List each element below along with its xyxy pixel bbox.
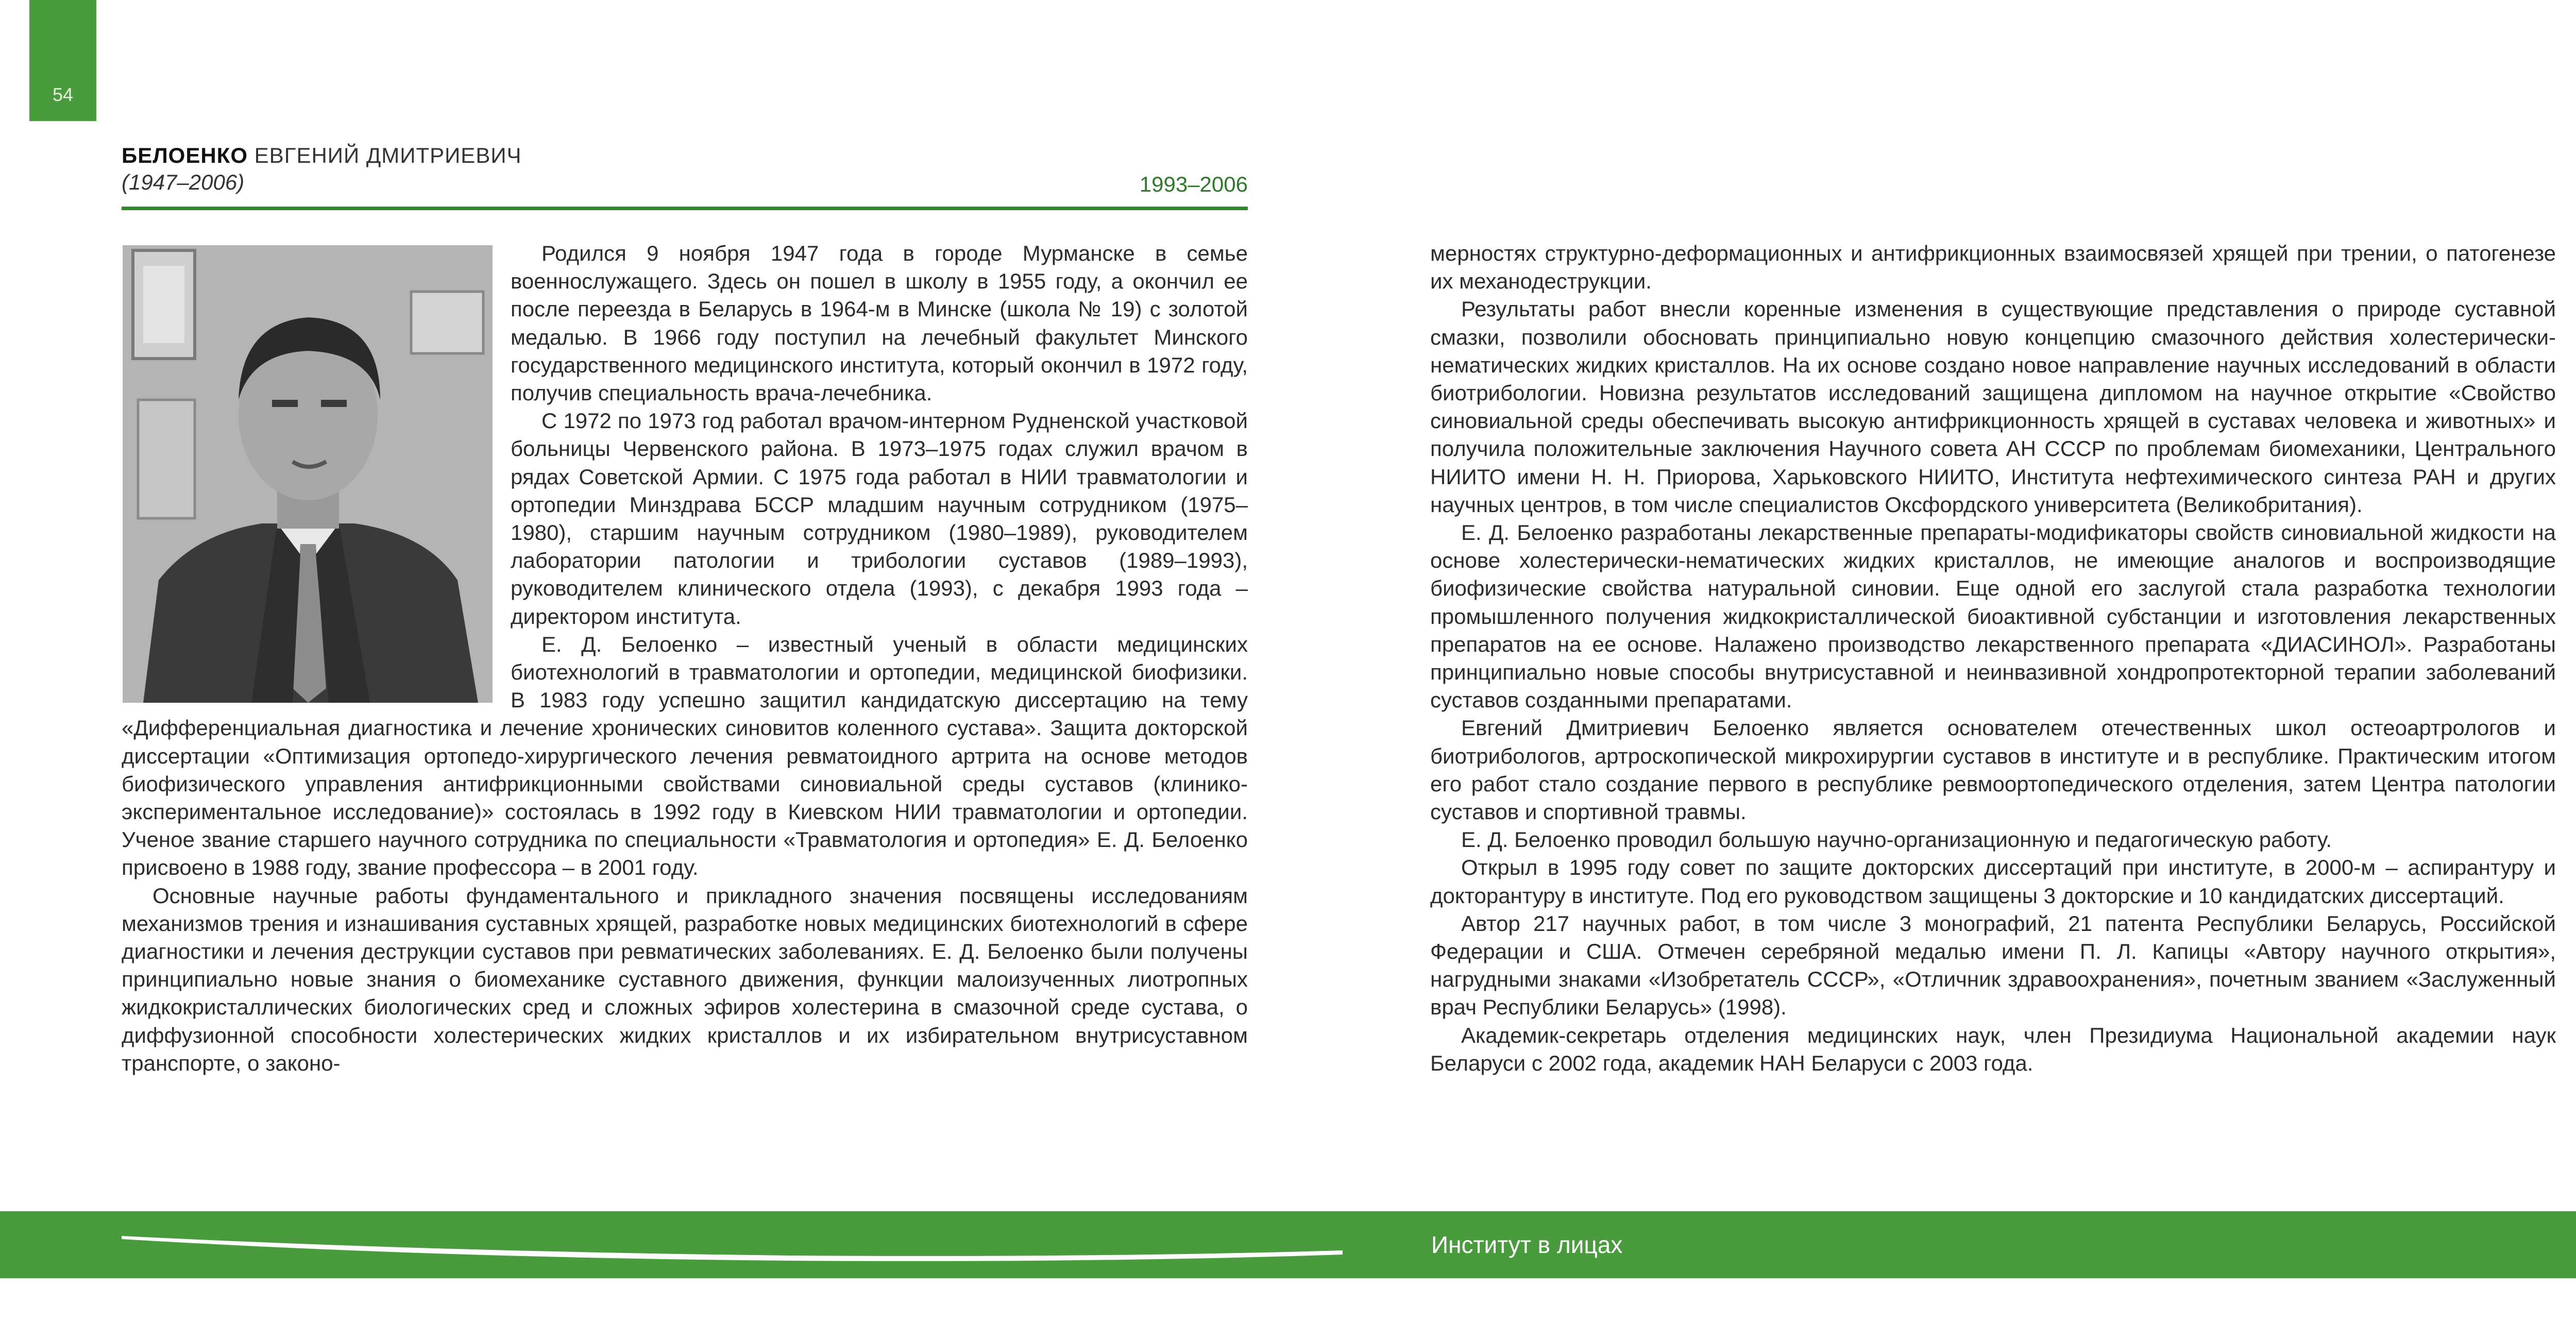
tenure-period: 1993–2006 bbox=[1139, 172, 1248, 196]
swoosh-decoration bbox=[122, 1221, 1343, 1262]
paragraph: Евгений Дмитриевич Белоенко является основателем отечественных школ остеоартрологов и биотрибологов, артроскопической микрохирургии суставов в институте и в республике. Практическим итогом его работ стало создание первого в республике ревмоортопедического отделения, затем Центра патологии суставов и спортивной травмы. bbox=[1430, 716, 2556, 824]
paragraph-continuation: мерностях структурно-деформационных и антифрикционных взаимосвязей хрящей при трении, о патогенезе их механодеструкции. bbox=[1430, 241, 2556, 294]
paragraph: Академик-секретарь отделения медицинских наук, член Президиума Национальной академии наук Беларуси с 2002 года, академик НАН Беларуси с 2003 года. bbox=[1430, 1023, 2556, 1075]
footer-title: Институт в лицах bbox=[1431, 1231, 1623, 1258]
photo-wrap-spacer bbox=[122, 240, 511, 703]
paragraph: Родился 9 ноября 1947 года в городе Мурманске в семье военнослужащего. Здесь он пошел в школу в 1955 году, а окончил ее после переезда в Беларусь в 1964-м в Минске (школа № 19) с золотой медалью. В 1966 году поступил на лечебный факультет Минского государственного медицинского института, который окончил в 1972 году, получив специальность врача-лечебника. bbox=[511, 241, 1248, 405]
surname: БЕЛОЕНКО bbox=[122, 143, 248, 167]
paragraph: Е. Д. Белоенко – известный ученый в области медицинских биотехнологий в травматологии и ортопедии, медицинской биофизики. В 1983 году успешно защитил кандидатскую диссертацию на тему «Дифференциальная диагностика и лечение хронических синовитов коленного сустава». Защита докторской диссертации «Оптимизация ортопедо-хирургического лечения ревматоидного артрита на основе методов биофизического управления антифрикционными свойствами синовиальной среды суставов (клинико-экспериментальное исследование)» состоялась в 1992 году в Киевском НИИ травматологии и ортопедии. Ученое звание старшего научного сотрудника по специальности «Травматология и ортопедия» Е. Д. Белоенко присвоено в 1988 году, звание профессора – в 2001 году. bbox=[122, 632, 1248, 880]
person-name bbox=[122, 143, 1248, 168]
right-column-text bbox=[1430, 240, 2556, 1077]
paragraph: С 1972 по 1973 год работал врачом-интерном Рудненской участковой больницы Червенского района. В 1973–1975 годах служил врачом в рядах Советской Армии. С 1975 года работал в НИИ травматологии и ортопедии Минздрава БССР младшим научным сотрудником (1975–1980), старшим научным сотрудником (1980–1989), руководителем лаборатории патологии и трибологии суставов (1989–1993), руководителем клинического отдела (1993), с декабря 1993 года – директором института. bbox=[511, 409, 1248, 629]
article-header bbox=[122, 143, 1248, 195]
paragraph: Основные научные работы фундаментального и прикладного значения посвящены исследованиям механизмов трения и изнашивания суставных хрящей, разработке новых медицинских биотехнологий в сфере диагностики и лечения деструкции суставов при ревматических заболеваниях. Е. Д. Белоенко были получены принципиально новые знания о биомеханике суставного движения, функции малоизученных лиотропных жидкокристаллических биологических сред и сложных эфиров холестерина в смазочной среде сустава, о диффузионной способности холестерических жидких кристаллов и их избирательном внутрисуставном транспорте, о законо- bbox=[122, 883, 1248, 1075]
header-divider bbox=[122, 207, 1248, 210]
paragraph: Автор 217 научных работ, в том числе 3 монографий, 21 патента Республики Беларусь, Российской Федерации и США. Отмечен серебряной медалью имени П. Л. Капицы «Автору научного открытия», нагрудными знаками «Изобретатель СССР», «Отличник здравоохранения», почетным званием «Заслуженный врач Республики Беларусь» (1998). bbox=[1430, 911, 2556, 1020]
paragraph: Е. Д. Белоенко разработаны лекарственные препараты-модификаторы свойств синовиальной жидкости на основе холестерически-нематических жидких кристаллов, не имеющие аналогов и воспроизводящие биофизические свойства натуральной синовии. Еще одной его заслугой стала разработка технологии промышленного получения жидкокристаллической биоактивной субстанции и изготовления лекарственных препаратов на ее основе. Налажено производство лекарственного препарата «ДИАСИНОЛ». Разработаны принципиально новые способы внутрисуставной и неинвазивной хондропротекторной терапии заболеваний суставов созданными препаратами. bbox=[1430, 520, 2556, 713]
page-number-left: 54 bbox=[29, 0, 96, 121]
left-column-text bbox=[122, 240, 1248, 1077]
paragraph: Е. Д. Белоенко проводил большую научно-организационную и педагогическую работу. bbox=[1461, 827, 2332, 852]
paragraph: Результаты работ внесли коренные изменения в существующие представления о природе суставной смазки, позволили обосновать принципиально новую концепцию смазочного действия холестерически-нематических жидких кристаллов. На их основе создано новое направление научных исследований в области биотрибологии. Новизна результатов исследований защищена дипломом на научное открытие «Свойство синовиальной среды обеспечивать высокую антифрикционность хрящей в суставах человека и животных» и получила положительные заключения Научного совета АН СССР по проблемам биомеханики, Центрального НИИТО имени Н. Н. Приорова, Харьковского НИИТО, Института нефтехимического синтеза РАН и других научных центров, в том числе специалистов Оксфордского университета (Великобритания). bbox=[1430, 297, 2556, 517]
life-years: (1947–2006) bbox=[122, 170, 245, 194]
footer-band bbox=[0, 1211, 2576, 1278]
given-names: ЕВГЕНИЙ ДМИТРИЕВИЧ bbox=[254, 143, 522, 167]
paragraph: Открыл в 1995 году совет по защите докторских диссертаций при институте, в 2000-м – аспирантуру и докторантуру в институте. Под его руководством защищены 3 докторские и 10 кандидатских диссертаций. bbox=[1430, 855, 2556, 908]
